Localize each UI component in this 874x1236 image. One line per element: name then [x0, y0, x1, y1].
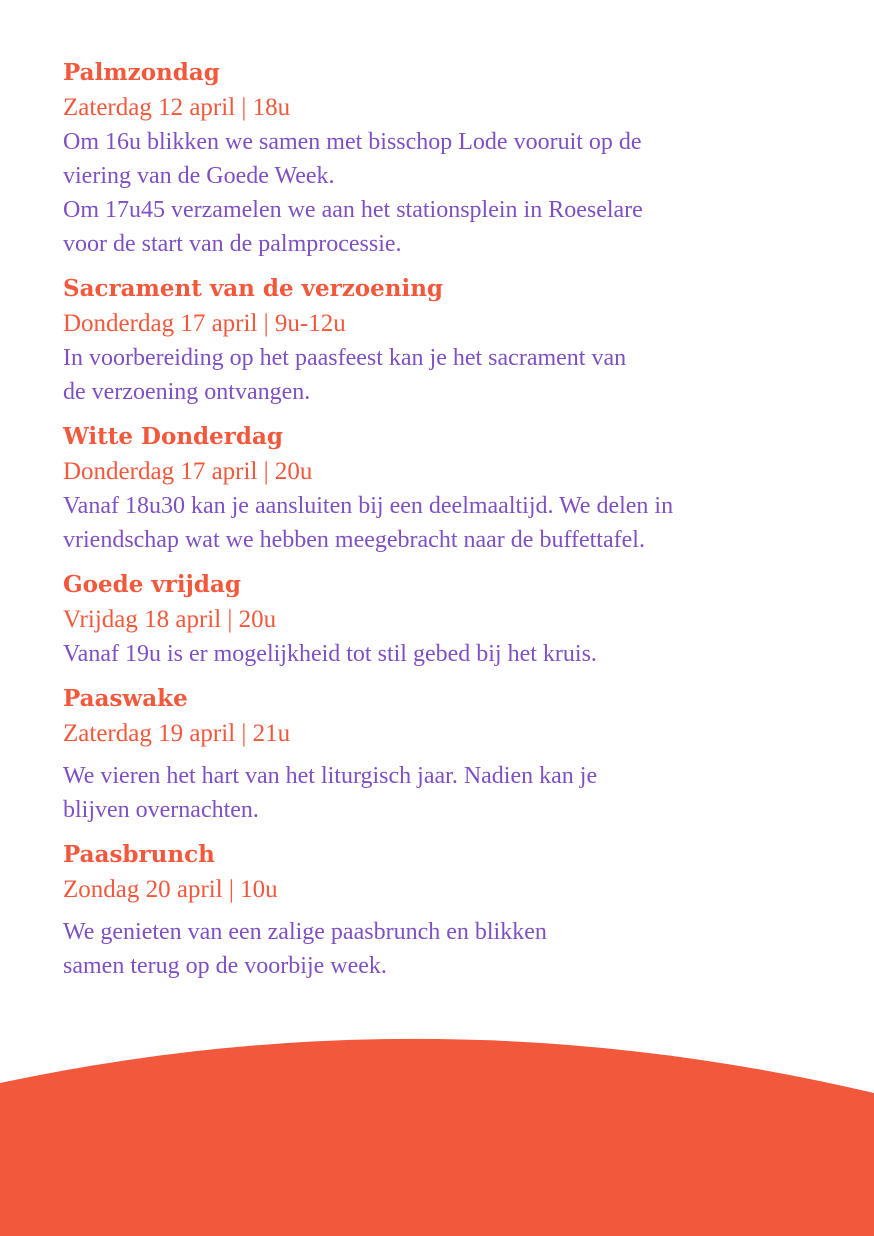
description-line: de verzoening ontvangen.	[63, 379, 311, 405]
event-witte-donderdag	[63, 419, 833, 557]
description-line: We vieren het hart van het liturgisch jaar. Nadien kan je	[63, 763, 598, 789]
event-title: Paaswake	[63, 685, 188, 712]
event-paaswake	[63, 681, 833, 827]
description-line: Om 17u45 verzamelen we aan het stationsplein in Roeselare	[63, 197, 643, 223]
description-line: blijven overnachten.	[63, 797, 259, 823]
event-paasbrunch	[63, 837, 833, 983]
event-schedule	[63, 55, 833, 983]
event-date: Zondag 20 april | 10u	[63, 876, 278, 903]
description-line: We genieten van een zalige paasbrunch en blikken	[63, 919, 547, 945]
wave-shape	[0, 1039, 874, 1236]
event-description	[63, 489, 833, 557]
event-date: Zaterdag 12 april | 18u	[63, 94, 291, 121]
event-title: Witte Donderdag	[63, 423, 283, 450]
event-description	[63, 759, 833, 827]
event-description	[63, 637, 833, 671]
description-line: Om 16u blikken we samen met bisschop Lode vooruit op de	[63, 129, 642, 155]
event-palmzondag	[63, 55, 833, 261]
description-line: In voorbereiding op het paasfeest kan je het sacrament van	[63, 345, 627, 371]
description-line: viering van de Goede Week.	[63, 163, 335, 189]
event-goede-vrijdag	[63, 567, 833, 671]
event-description	[63, 125, 833, 261]
event-date: Zaterdag 19 april | 21u	[63, 720, 291, 747]
event-title: Goede vrijdag	[63, 571, 241, 598]
event-description	[63, 915, 833, 983]
event-date: Donderdag 17 april | 9u-12u	[63, 310, 346, 337]
event-title: Sacrament van de verzoening	[63, 275, 443, 302]
decorative-wave	[0, 1035, 874, 1236]
event-title: Paasbrunch	[63, 841, 215, 868]
description-line: voor de start van de palmprocessie.	[63, 231, 402, 257]
event-date: Donderdag 17 april | 20u	[63, 458, 313, 485]
event-sacrament-verzoening	[63, 271, 833, 409]
description-line: Vanaf 18u30 kan je aansluiten bij een deelmaaltijd. We delen in	[63, 493, 674, 519]
event-title: Palmzondag	[63, 59, 220, 86]
event-description	[63, 341, 833, 409]
description-line: vriendschap wat we hebben meegebracht naar de buffettafel.	[63, 527, 645, 553]
description-line: samen terug op de voorbije week.	[63, 953, 387, 979]
description-line: Vanaf 19u is er mogelijkheid tot stil gebed bij het kruis.	[63, 641, 597, 667]
event-date: Vrijdag 18 april | 20u	[63, 606, 277, 633]
